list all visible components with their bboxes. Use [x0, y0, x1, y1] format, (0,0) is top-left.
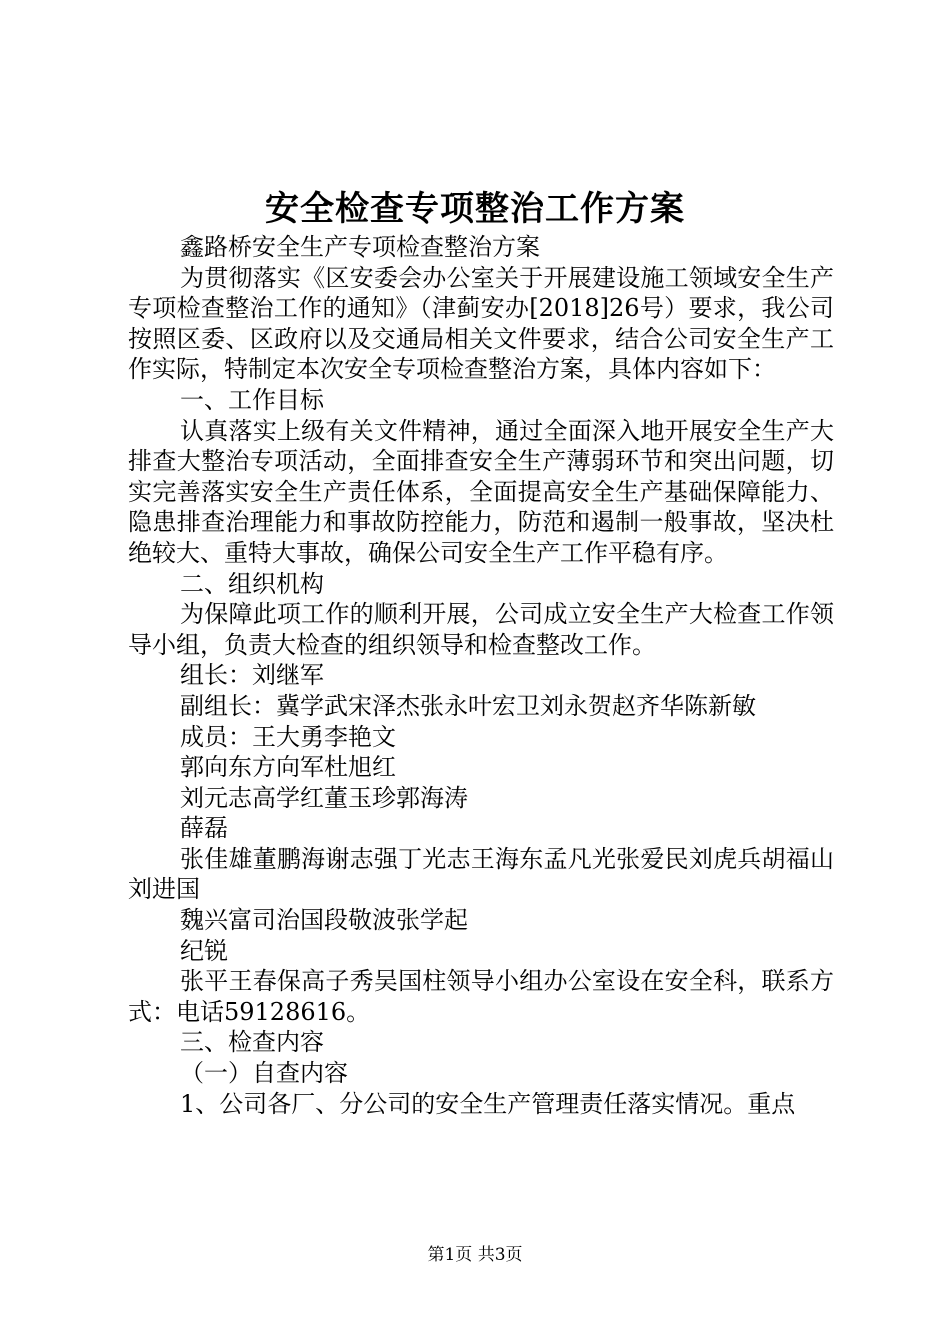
paragraph-subtitle: 鑫路桥安全生产专项检查整治方案 [180, 233, 540, 261]
paragraph-office-contact: 张平王春保高子秀吴国柱领导小组办公室设在安全科，联系方式：电话59128616。 [128, 967, 834, 1026]
heading-inspection-content: 三、检查内容 [180, 1028, 324, 1057]
paragraph-organization: 为保障此项工作的顺利开展，公司成立安全生产大检查工作领导小组，负责大检查的组织领导和检查整改工作。 [128, 600, 834, 659]
leader-line: 组长：刘继军 [180, 661, 324, 690]
document-title: 安全检查专项整治工作方案 [265, 189, 685, 229]
members-line: 刘元志高学红董玉珍郭海涛 [180, 783, 468, 812]
members-line: 纪锐 [180, 936, 228, 965]
heading-work-goal: 一、工作目标 [180, 385, 324, 414]
members-line: 薛磊 [180, 814, 228, 843]
heading-organization: 二、组织机构 [180, 569, 324, 598]
members-line: 成员：王大勇李艳文 [180, 722, 396, 751]
page-footer: 第1页 共3页 [427, 1245, 523, 1265]
members-line: 郭向东方向军杜旭红 [180, 753, 396, 782]
paragraph-intro: 为贯彻落实《区安委会办公室关于开展建设施工领域安全生产专项检查整治工作的通知》（津蓟安办[2018]26号）要求，我公司按照区委、区政府以及交通局相关文件要求，结合公司安全生产工作实际，特制定本次安全专项检查整治方案，具体内容如下： [128, 263, 834, 384]
heading-self-inspection: （一）自查内容 [180, 1059, 348, 1088]
members-line: 张佳雄董鹏海谢志强丁光志王海东孟凡光张爱民刘虎兵胡福山刘进国 [128, 844, 834, 904]
deputy-leader-line: 副组长：冀学武宋泽杰张永叶宏卫刘永贺赵齐华陈新敏 [180, 691, 756, 720]
paragraph-work-goal: 认真落实上级有关文件精神，通过全面深入地开展安全生产大排查大整治专项活动，全面排查安全生产薄弱环节和突出问题，切实完善落实安全生产责任体系，全面提高安全生产基础保障能力、隐患排查治理能力和事故防控能力，防范和遏制一般事故，坚决杜绝较大、重特大事故，确保公司安全生产工作平稳有序。 [128, 416, 834, 567]
document-body [128, 232, 834, 1119]
members-line: 魏兴富司治国段敬波张学起 [180, 906, 468, 935]
paragraph-item-1: 1、公司各厂、分公司的安全生产管理责任落实情况。重点 [180, 1089, 796, 1118]
